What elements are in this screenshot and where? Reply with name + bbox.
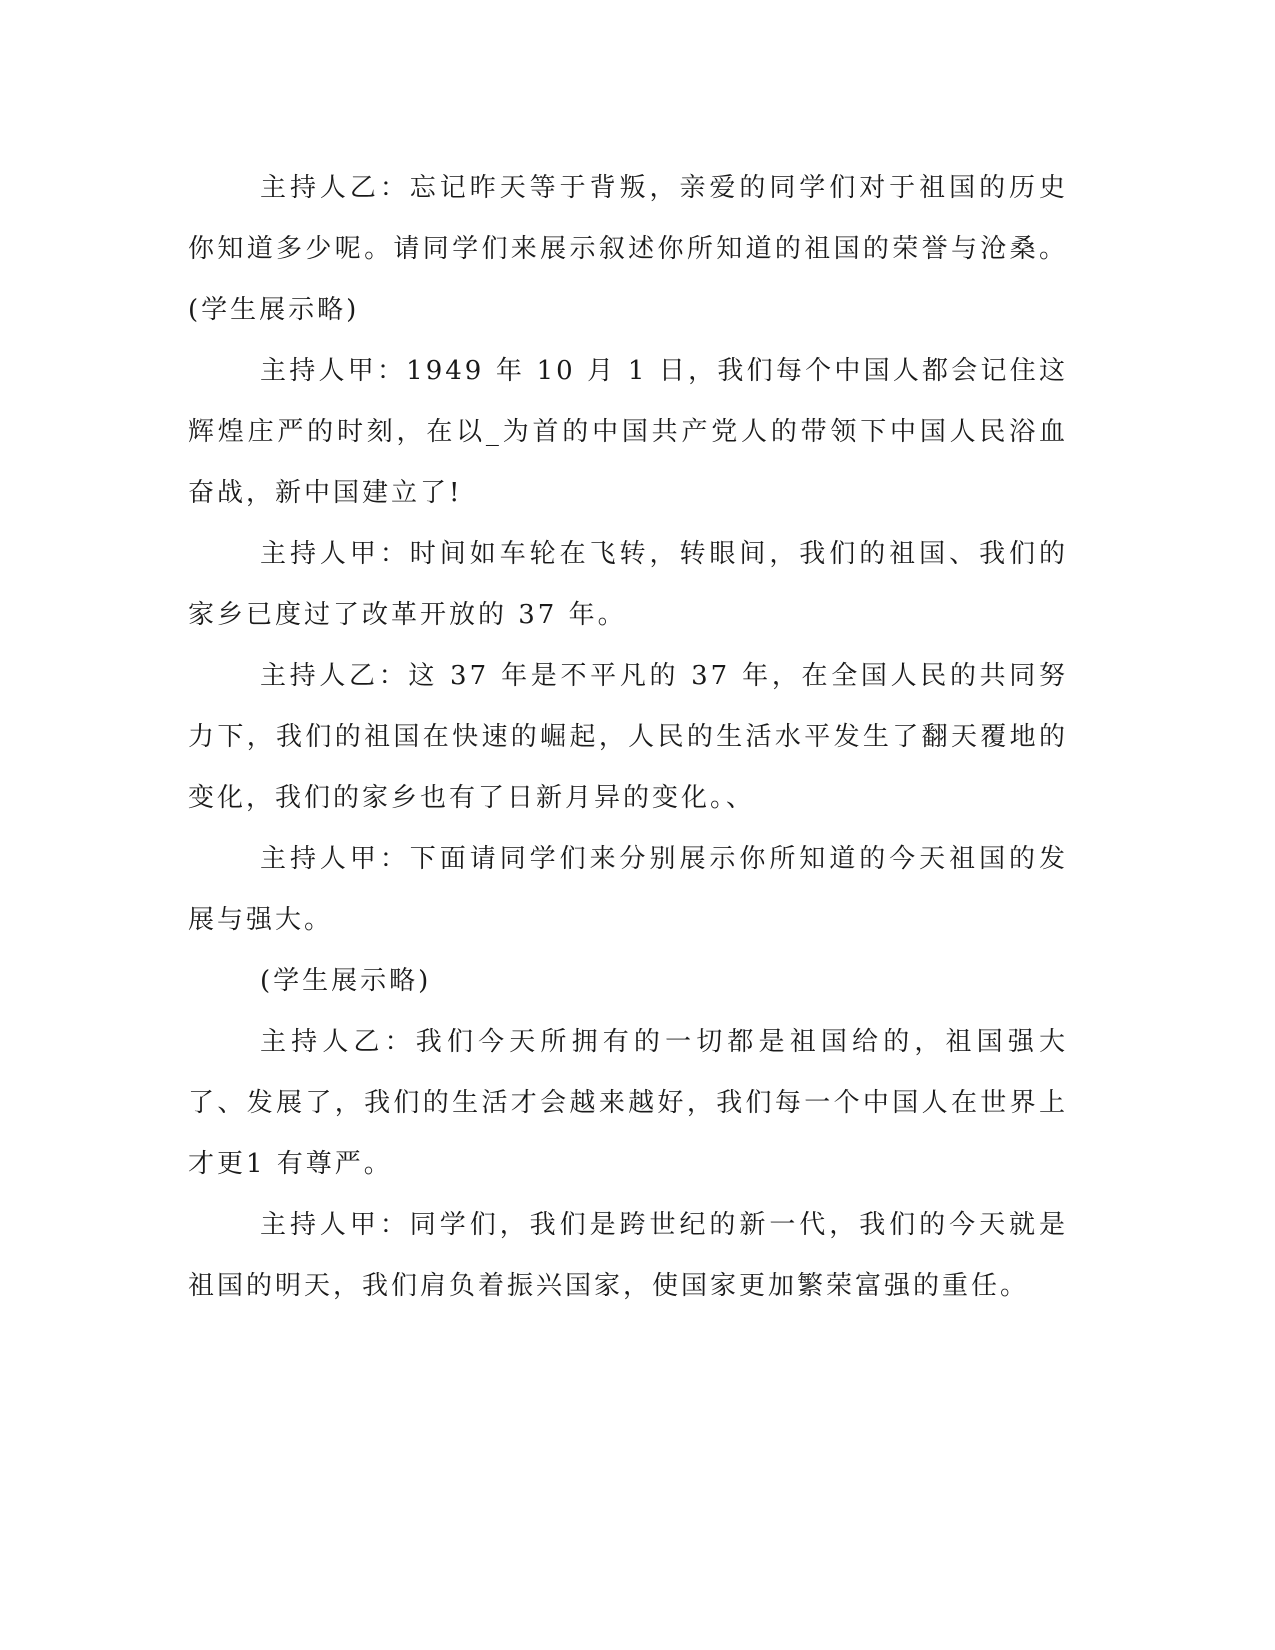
paragraph-4: 主持人乙：这 37 年是不平凡的 37 年，在全国人民的共同努力下，我们的祖国在快速的崛起，人民的生活水平发生了翻天覆地的变化，我们的家乡也有了日新月异的变化。、 (188, 661, 1068, 813)
paragraph-5: 主持人甲：下面请同学们来分别展示你所知道的今天祖国的发展与强大。 (188, 844, 1068, 935)
paragraph-1: 主持人乙：忘记昨天等于背叛，亲爱的同学们对于祖国的历史你知道多少呢。请同学们来展示叙述你所知道的祖国的荣誉与沧桑。(学生展示略) (188, 173, 1068, 325)
paragraph-2: 主持人甲：1949 年 10 月 1 日，我们每个中国人都会记住这辉煌庄严的时刻，在以_为首的中国共产党人的带领下中国人民浴血奋战，新中国建立了! (188, 356, 1068, 508)
paragraph-7: 主持人乙：我们今天所拥有的一切都是祖国给的，祖国强大了、发展了，我们的生活才会越来越好，我们每一个中国人在世界上才更1 有尊严。 (188, 1027, 1068, 1179)
paragraph-6: (学生展示略) (260, 966, 432, 996)
document-body (188, 158, 1068, 1317)
paragraph-8: 主持人甲：同学们，我们是跨世纪的新一代，我们的今天就是祖国的明天，我们肩负着振兴国家，使国家更加繁荣富强的重任。 (188, 1210, 1068, 1301)
paragraph-3: 主持人甲：时间如车轮在飞转，转眼间，我们的祖国、我们的家乡已度过了改革开放的 37 年。 (188, 539, 1068, 630)
